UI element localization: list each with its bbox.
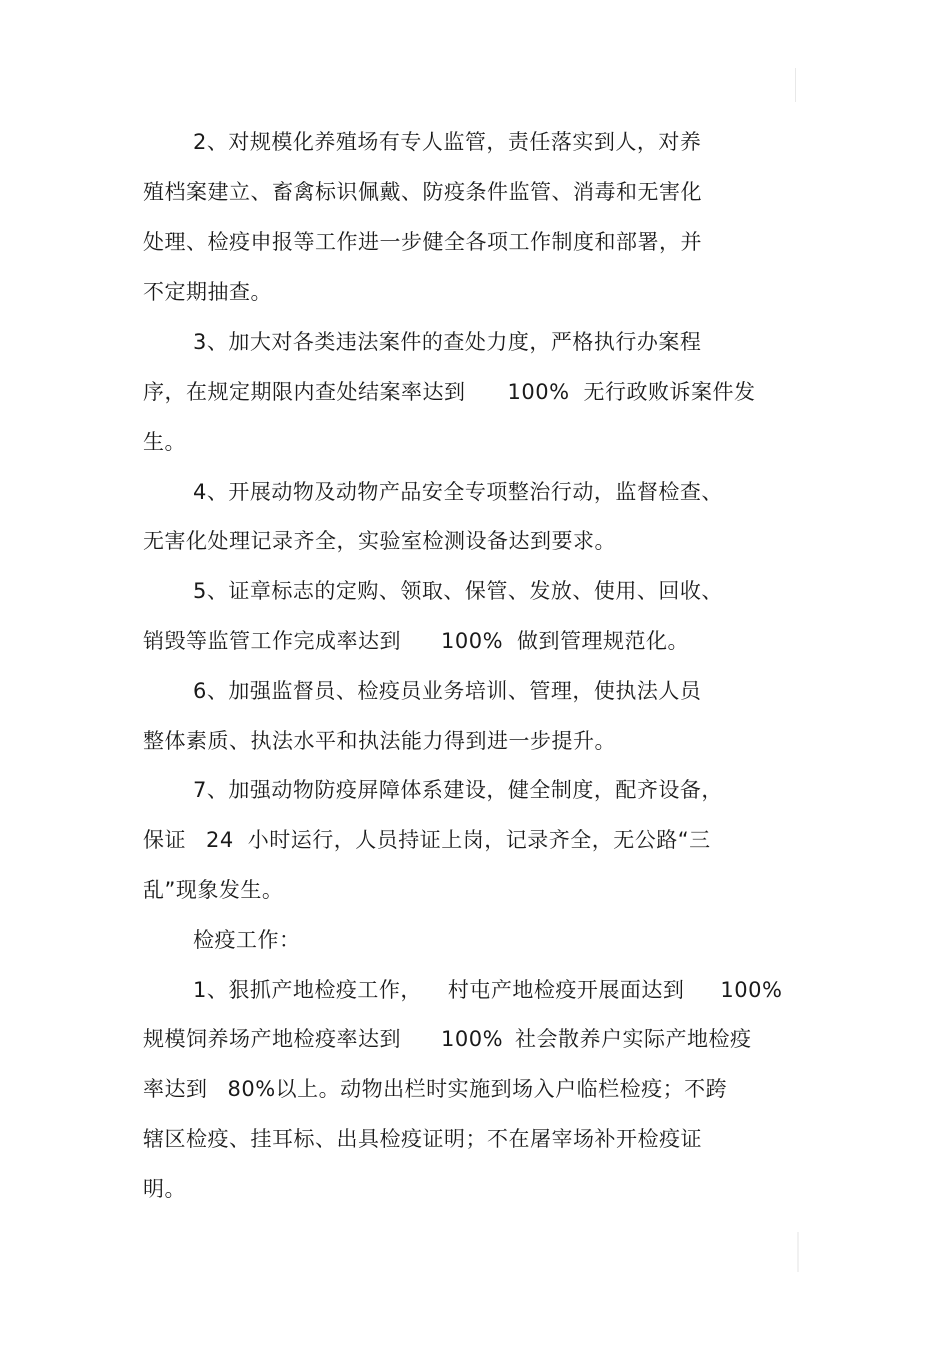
paragraph-7-line-1: 7、加强动物防疫屏障体系建设，健全制度，配齐设备， (193, 778, 723, 802)
paragraph-5-line-2 (143, 626, 689, 656)
text-segment: 1、狠抓产地检疫工作， (193, 978, 422, 1002)
percent-value: 100% (441, 629, 504, 653)
text-segment: 序，在规定期限内查处结案率达到 (143, 380, 466, 404)
paragraph-6-line-2: 整体素质、执法水平和执法能力得到进一步提升。 (143, 729, 616, 753)
paragraph-3-line-1: 3、加大对各类违法案件的查处力度，严格执行办案程 (193, 330, 702, 354)
text-segment: 做到管理规范化。 (517, 629, 690, 653)
hours-value: 24 (206, 828, 234, 852)
quarantine-1-line-4: 辖区检疫、挂耳标、出具检疫证明；不在屠宰场补开检疫证 (143, 1127, 702, 1151)
text-segment: 小时运行，人员持证上岗，记录齐全，无公路“三 (247, 828, 711, 852)
quarantine-1-line-3 (143, 1074, 727, 1104)
scan-edge-mark (795, 68, 796, 102)
paragraph-4-line-2: 无害化处理记录齐全，实验室检测设备达到要求。 (143, 529, 616, 553)
quarantine-1-line-2 (143, 1024, 752, 1054)
paragraph-2-line-3: 处理、检疫申报等工作进一步健全各项工作制度和部署，并 (143, 230, 702, 254)
paragraph-4-line-1: 4、开展动物及动物产品安全专项整治行动，监督检查、 (193, 480, 723, 504)
percent-value: 100% (441, 1027, 504, 1051)
percent-value: 100% (507, 380, 570, 404)
paragraph-7-line-3: 乱”现象发生。 (143, 878, 284, 902)
paragraph-7-line-2 (143, 825, 711, 855)
paragraph-3-line-3: 生。 (143, 430, 186, 454)
paragraph-2-line-1: 2、对规模化养殖场有专人监管，责任落实到人，对养 (193, 130, 702, 154)
paragraph-2-line-2: 殖档案建立、畜禽标识佩戴、防疫条件监管、消毒和无害化 (143, 180, 702, 204)
text-segment: 销毁等监管工作完成率达到 (143, 629, 401, 653)
section-heading: 检疫工作： (193, 928, 301, 952)
paragraph-5-line-1: 5、证章标志的定购、领取、保管、发放、使用、回收、 (193, 579, 723, 603)
text-segment: 规模饲养场产地检疫率达到 (143, 1027, 401, 1051)
percent-value: 100% (720, 978, 783, 1002)
paragraph-3-line-2 (143, 377, 756, 407)
paragraph-2-line-4: 不定期抽查。 (143, 280, 272, 304)
quarantine-1-line-5: 明。 (143, 1177, 186, 1201)
text-segment: 率达到 (143, 1077, 208, 1101)
text-segment: 80%以上。动物出栏时实施到场入户临栏检疫；不跨 (227, 1077, 728, 1101)
text-segment: 社会散养户实际产地检疫 (515, 1027, 752, 1051)
scan-edge-mark (797, 1232, 799, 1272)
text-segment: 无行政败诉案件发 (583, 380, 756, 404)
text-segment: 村屯产地检疫开展面达到 (447, 978, 685, 1002)
text-segment: 保证 (143, 828, 186, 852)
paragraph-6-line-1: 6、加强监督员、检疫员业务培训、管理，使执法人员 (193, 679, 702, 703)
quarantine-1-line-1 (193, 975, 782, 1005)
